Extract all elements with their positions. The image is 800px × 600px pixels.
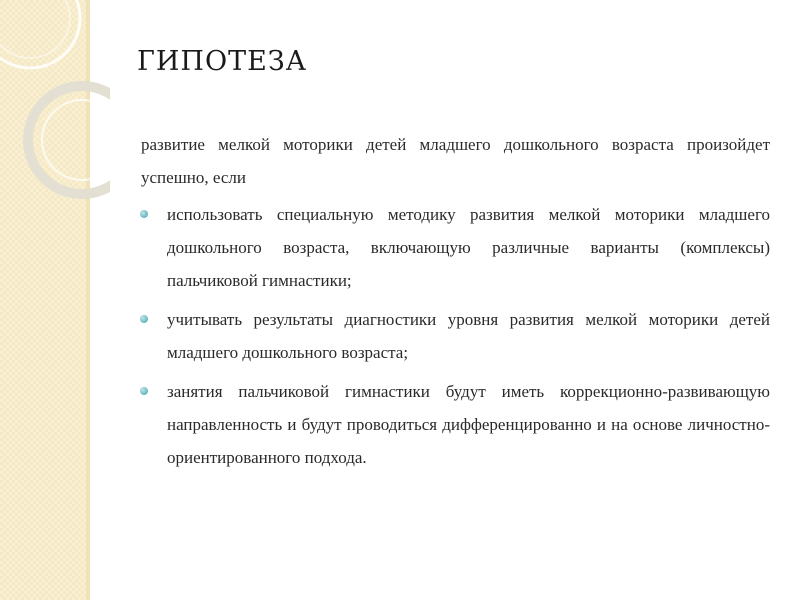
intro-text: развитие мелкой моторики детей младшего дошкольного возраста произойдет успешно, если [141,135,770,187]
ring-top-outer [0,0,80,68]
bullet-dot-icon [140,387,148,395]
list-item [138,375,770,474]
page-title: ГИПОТЕЗА [137,46,308,77]
slide-body [138,128,770,480]
list-item-text: использовать специальную методику развития мелкой моторики младшего дошкольного возраста, включающую различные варианты (комплексы) пальчиковой гимнастики; [167,205,770,290]
bullet-list [138,198,770,474]
ring-middle-inner [42,100,110,180]
bullet-dot-icon [140,315,148,323]
ring-top-inner [0,0,70,58]
list-item-text: учитывать результаты диагностики уровня развития мелкой моторики детей младшего дошкольного возраста; [167,310,770,362]
list-item [138,198,770,297]
bullet-dot-icon [140,210,148,218]
decorative-rings [0,0,110,240]
list-item [138,303,770,369]
list-item-text: занятия пальчиковой гимнастики будут иметь коррекционно-развивающую направленность и будут проводиться дифференцированно и на основе личностно-ориентированного подхода. [167,382,770,467]
